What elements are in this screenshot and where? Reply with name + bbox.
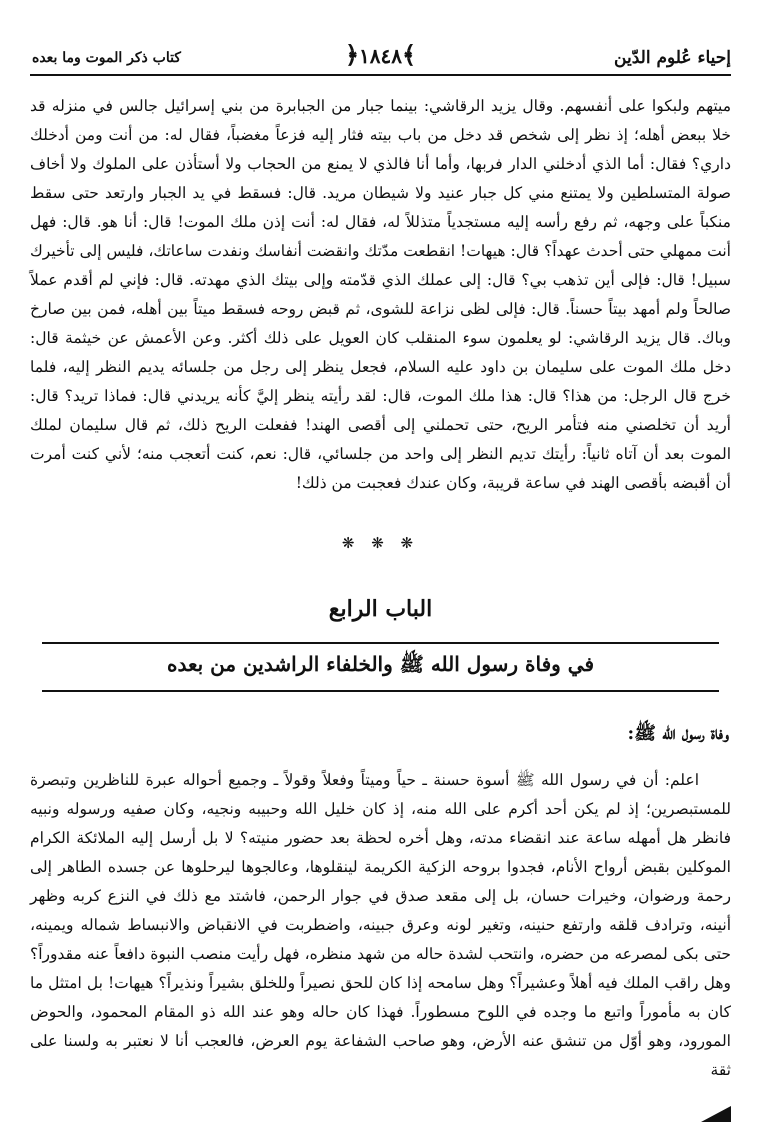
chapter-title: الباب الرابع xyxy=(328,596,433,622)
section-title: وفاة رسول الله ﷺ: xyxy=(627,723,729,744)
running-header xyxy=(30,34,731,76)
page-number-value: ١٨٤٨ xyxy=(359,44,402,68)
corner-wedge-icon xyxy=(701,1102,731,1122)
section-separator: ❋ ❋ ❋ xyxy=(341,534,420,552)
brace-left: ﴿ xyxy=(344,40,360,69)
paragraph-continued: ميتهم ولبكوا على أنفسهم. وقال يزيد الرقاشي: بينما جبار من الجبابرة من بني إسرائيل جالس في منزله قد خلا ببعض أهله؛ إذ نظر إلى شخص قد دخل من باب بيته فثار إليه فزعاً مغضباً، فقال له: من أنت ومن أدخلك داري؟ فقال: أما الذي أدخلني الدار فربها، وأما أنا فالذي لا يمنع من الحجاب ولا أستأذن على الملوك ولا أخاف صولة المتسلطين ولا يمتنع مني كل جبار عنيد ولا شيطان مريد. قال: فسقط في يد الجبار وارتعد حتى سقط منكباً على وجهه، ثم رفع رأسه إليه مستجدياً متذللاً له، فقال له: أنت إذن ملك الموت! قال: أنا هو. قال: فهل أنت ممهلي حتى أحدث عهداً؟ قال: هيهات! انقطعت مدّتك وانقضت أنفاسك ونفدت ساعاتك، فليس إلى تأخيرك سبيل! قال: فإلى أين تذهب بي؟ قال: إلى عملك الذي قدّمته وإلى بيتك الذي مهدته. قال: فإني لم أقدم عملاً صالحاً ولم أمهد بيتاً حسناً. قال: فإلى لظى نزاعة للشوى، ثم قبض روحه فسقط ميتاً بين أهله، فمن بين صارخ وباك. قال يزيد الرقاشي: لو يعلمون سوء المنقلب كان العويل على ذلك أكثر. وعن الأعمش عن خيثمة قال: دخل ملك الموت على سليمان بن داود عليه السلام، فجعل ينظر إلى رجل من جلسائه يديم النظر إليه، فلما خرج قال الرجل: من هذا؟ قال: هذا ملك الموت، قال: لقد رأيته ينظر إليَّ كأنه يريدني قال: فماذا تريد؟ قال: أريد أن تخلصني منه فتأمر الريح، حتى تحملني إلى أقصى الهند! ففعلت الريح ذلك، ثم قال سليمان لملك الموت بعد أن آتاه ثانياً: رأيتك تديم النظر إلى واحد من جلسائي، قال: نعم، كنت أتعجب منه؛ لأني كنت أمرت أن أقبضه بأقصى الهند في ساعة قريبة، وكان عندك فعجبت من ذلك! xyxy=(30,97,731,492)
book-title: إحياء عُلوم الدّين xyxy=(614,48,731,68)
chapter-subtitle: في وفاة رسول الله ﷺ والخلفاء الراشدين من بعده xyxy=(166,652,595,676)
chapter-book-name: كتاب ذكر الموت وما بعده xyxy=(32,50,181,66)
brace-right: ﴾ xyxy=(401,40,417,69)
chapter-subtitle-box xyxy=(42,642,719,692)
book-page xyxy=(30,0,731,1130)
paragraph-main: اعلم: أن في رسول الله ﷺ أسوة حسنة ـ حياً وميتاً وفعلاً وقولاً ـ وجميع أحواله عبرة للناظرين وتبصرة للمستبصرين؛ إذ لم يكن أحد أكرم على الله منه، إذ كان خليل الله وحبيبه ونجيه، وكان صفيه ورسوله ونبيه فانظر هل أمهله ساعة عند انقضاء مدته، وهل أخره لحظة بعد حضور منيته؟ لا بل أرسل إليه الملائكة الكرام الموكلين بقبض أرواح الأنام، فجدوا بروحه الزكية الكريمة لينقلوها، وعالجوها ليرحلوها عن جسده الطاهر إلى رحمة ورضوان، وخيرات حسان، بل إلى مقعد صدق في جوار الرحمن، فاشتد مع ذلك في النزع كربه وظهر أنينه، وترادف قلقه وارتفع حنينه، وتغير لونه وعرق جبينه، واضطربت في الانقباض والانبساط شماله ويمينه، حتى بكى لمصرعه من حضره، وانتحب لشدة حاله من شهد منظره، فهل رأيت منصب النبوة دافعاً عنه مقدوراً؟ وهل راقب الملك فيه أهلاً وعشيراً؟ وهل سامحه إذا كان للحق نصيراً وللخلق بشيراً ونذيراً؟ هيهات! بل امتثل ما كان به مأموراً واتبع ما وجده في اللوح مسطوراً. فهذا كان حاله وهو عند الله ذو المقام المحمود، والحوض المورود، وهو أوّل من تنشق عنه الأرض، وهو صاحب الشفاعة يوم العرض، فالعجب أنا لا نعتبر به ولسنا على ثقة xyxy=(30,771,731,1079)
